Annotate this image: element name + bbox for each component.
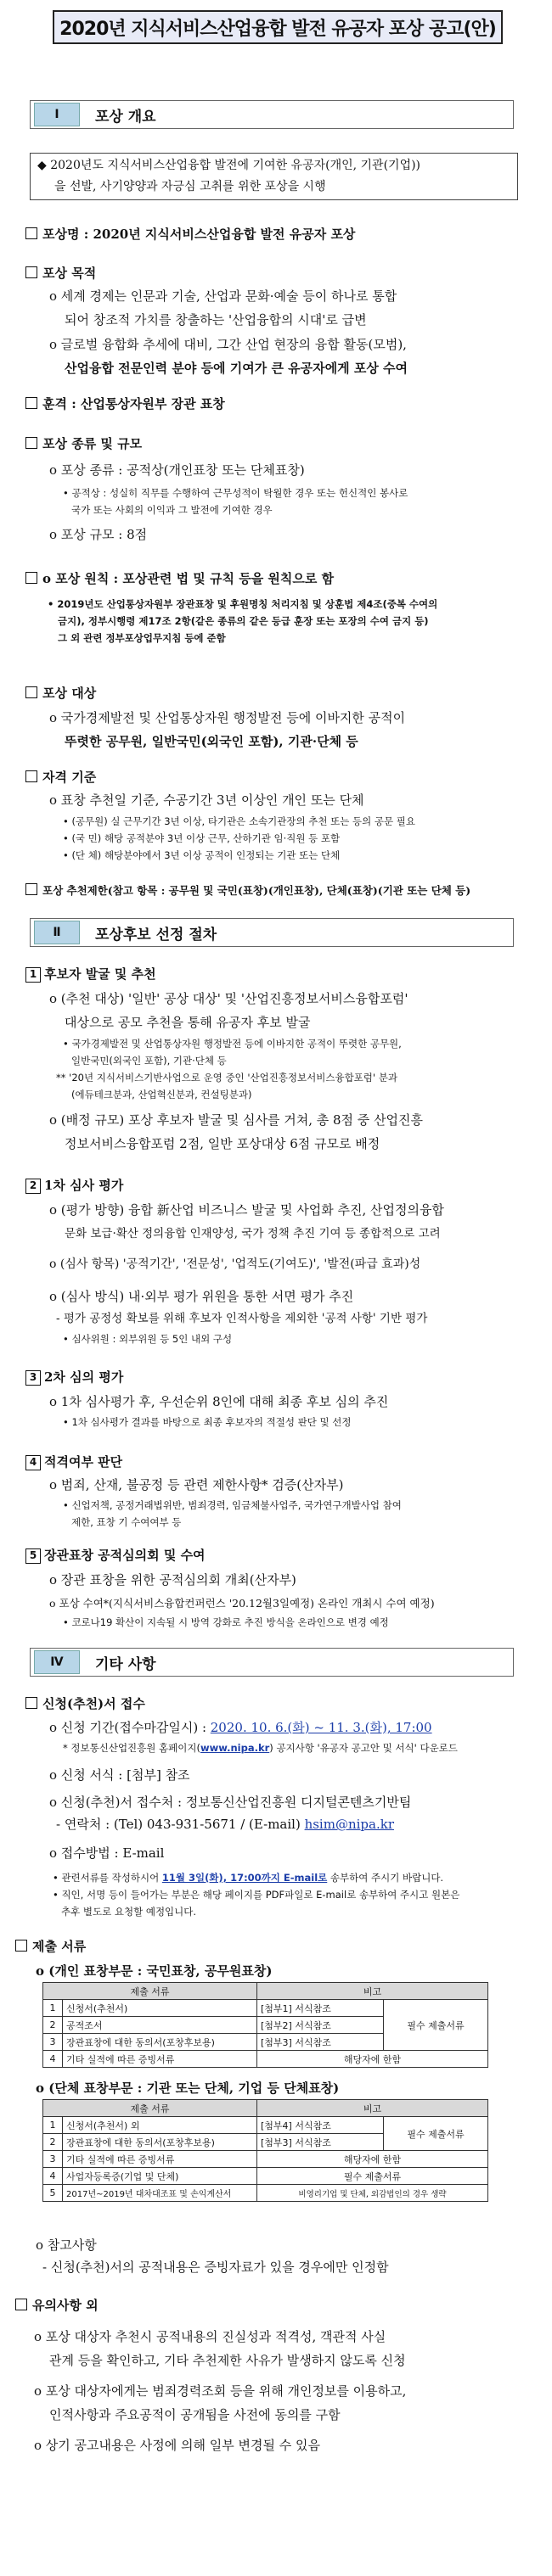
step-number: 3 [25,1370,41,1386]
apply-note-1: * 정보통신산업진흥원 홈페이지(www.nipa.kr) 공지사항 '유공자 공고안 및 서식' 다운로드 [63,1742,458,1754]
table-header: 제출 서류 [43,1983,257,2000]
checkbox-icon [25,572,37,584]
checkbox-icon [25,883,37,895]
kind-2: o 포상 규모 : 8점 [49,527,148,542]
award-name: 포상명 : 2020년 지식서비스산업융합 발전 유공자 포상 [25,225,355,243]
checkbox-icon [25,397,37,409]
kind-note-1: • 공적상 : 성실히 직무를 수행하여 근무성적이 탁월한 경우 또는 헌신적인 봉사로 [63,487,408,499]
table-header-row [43,2100,488,2117]
lead-line-1: ◆ 2020년도 지식서비스산업융합 발전에 기여한 유공자(개인, 기관(기업)) [37,159,421,172]
section-header-2 [30,918,514,947]
table-row: 3 장관표창에 대한 동의서(포창후보용) [첨부3] 서식참조 [43,2034,488,2051]
apply-period: 2020. 10. 6.(화) ~ 11. 3.(화), 17:00 [210,1720,432,1735]
section-title: 기타 사항 [95,1655,156,1673]
step5-heading: 5 장관표창 공적심의회 및 수여 [25,1546,206,1564]
table-header: 제출 서류 [43,2100,257,2117]
step2-1b: 문화 보급·확산 정의융합 인재양성, 국가 정책 추진 기여 등 종합적으로 고려 [65,1227,441,1240]
apply-2: o 신청 서식 : [첨부] 참조 [49,1767,190,1783]
table-row: 4 사업자등록증(기업 및 단체) 필수 제출서류 [43,2168,488,2185]
step2-3: o (심사 방식) 내·외부 평가 위원을 통한 서면 평가 추진 [49,1289,354,1304]
qual-1: o 표창 추천일 기준, 수공기간 3년 이상인 개인 또는 단체 [49,792,364,808]
ref-1: - 신청(추천)서의 공적내용은 증빙자료가 있을 경우에만 인정함 [42,2260,389,2275]
section-title: 포상 개요 [95,108,156,126]
step4-note-2: 제한, 표창 기 수여여부 등 [71,1516,182,1528]
step4-note-1: • 신업저책, 공정거래법위반, 범죄경력, 임금체불사업주, 국가연구개발사업 참여 [63,1499,402,1511]
group-heading: o (단체 표창부문 : 기관 또는 단체, 기업 등 단체표창) [36,2080,340,2096]
step2-1a: o (평가 방향) 융합 新산업 비즈니스 발굴 및 사업화 추진, 산업정의융합 [49,1202,444,1218]
purpose-heading: 포상 목적 [25,264,96,282]
table-row: 3 기타 실적에 따른 증빙서류 해당자에 한함 [43,2151,488,2168]
kind-1: o 포상 종류 : 공적상(개인표창 또는 단체표창) [49,462,305,478]
section-number: Ⅳ [34,1650,80,1674]
checkbox-icon [25,266,37,278]
step1-2b: 정보서비스융합포럼 2점, 일반 포상대상 6점 규모로 배정 [65,1136,380,1151]
step1-1b: 대상으로 공모 추천을 통해 유공자 후보 발굴 [65,1015,311,1030]
nipa-link[interactable]: www.nipa.kr [200,1742,270,1754]
notice-2a: o 포상 대상자에게는 범죄경력조회 등을 위해 개인정보를 이용하고, [34,2383,407,2399]
principle-note-1: • 2019년도 산업통상자원부 장관표창 및 후원명칭 처리지침 및 상훈법 제4조(중복 수여의 [48,598,438,610]
step5-note-1: • 코로나19 확산이 지속될 시 방역 강화로 추진 방식을 온라인으로 변경 예정 [63,1616,389,1628]
step5-2: o 포상 수여*(지식서비스융합컨퍼런스 '20.12월3일예정) 온라인 개최시 수여 예정) [49,1597,435,1610]
apply-note-4: 추후 별도로 요청할 예정입니다. [61,1906,197,1918]
step1-1a: o (추천 대상) '일반' 공상 대상' 및 '산업진흥정보서비스융합포럼' [49,991,408,1006]
apply-3b: - 연락처 : (Tel) 043-931-5671 / (E-mail) hsim@nipa.kr [56,1817,394,1832]
step-number: 2 [25,1179,41,1194]
step1-heading: 1 후보자 발굴 및 추천 [25,965,156,983]
table-header: 비고 [257,1983,488,2000]
target-1b: 뚜렷한 공무원, 일반국민(외국인 포함), 기관·단체 등 [65,734,358,749]
section-header-1 [30,100,514,129]
step2-3b: - 평가 공정성 확보를 위해 후보자 인적사항을 제외한 '공적 사항' 기반 평가 [56,1312,428,1325]
docs-heading: 제출 서류 [15,1937,86,1955]
notice-1b: 관계 등을 확인하고, 기타 추천제한 사유가 발생하지 않도록 신청 [49,2353,406,2368]
checkbox-icon [25,686,37,698]
notice-1a: o 포상 대상자 추천시 공적내용의 진실성과 적격성, 객관적 사실 [34,2329,386,2344]
section-number: Ⅰ [34,103,80,126]
step1-note-4: (에듀테크분과, 산업혁신분과, 컨설팅분과) [71,1089,252,1100]
step-number: 1 [25,967,41,983]
checkbox-icon [25,770,37,782]
checkbox-icon [25,227,37,239]
kind-heading: 포상 종류 및 규모 [25,434,142,452]
checkbox-icon [15,1940,27,1952]
restrict: 포상 추천제한(참고 항목 : 공무원 및 국민(표창)(개인표창), 단체(표창)(기관 또는 단체 등) [25,882,470,898]
table-row: 1 신청서(추천서) [첨부1] 서식참조 필수 제출서류 [43,2000,488,2017]
kind-note-2: 국가 또는 사회의 이익과 그 발전에 기여한 경우 [71,504,273,516]
purpose-2a: o 글로벌 융합화 추세에 대비, 그간 산업 현장의 융합 활동(모범), [49,337,407,352]
apply-1: o 신청 기간(접수마감일시) : 2020. 10. 6.(화) ~ 11. 3.(화), 17:00 [49,1720,432,1735]
step4-1: o 범죄, 산재, 불공정 등 관련 제한사항* 검증(산자부) [49,1477,344,1492]
section-title: 포상후보 선정 절차 [95,926,217,944]
table-row: 4 기타 실적에 따른 증빙서류 해당자에 한함 [43,2051,488,2068]
step5-1: o 장관 표창을 위한 공적심의회 개최(산자부) [49,1572,296,1588]
qual-note-1: • (공무원) 실 근무기간 3년 이상, 타기관은 소속기관장의 추천 또는 등의 공문 필요 [63,815,415,827]
qual-heading: 자격 기준 [25,768,96,786]
lead-line-2: 을 선발, 사기양양과 자긍심 고취를 위한 포상을 시행 [54,180,326,193]
step3-heading: 3 2차 심의 평가 [25,1368,123,1386]
purpose-1b: 되어 창조적 가치를 창출하는 '산업융합의 시대'로 급변 [65,312,367,328]
target-heading: 포상 대상 [25,684,96,702]
notice-3: o 상기 공고내용은 사정에 의해 일부 변경될 수 있음 [34,2438,320,2453]
checkbox-icon [25,1697,37,1709]
step1-2a: o (배정 규모) 포상 후보자 발굴 및 심사를 거쳐, 총 8점 중 산업진흥 [49,1112,424,1128]
section-number: Ⅱ [34,921,80,944]
table-row: 5 2017년~2019년 대차대조표 및 손익계산서 비영리기업 및 단체, 외감법인의 경우 생략 [43,2185,488,2202]
step-number: 4 [25,1455,41,1470]
checkbox-icon [15,2299,27,2310]
apply-4: o 접수방법 : E-mail [49,1845,165,1861]
step3-1: o 1차 심사평가 후, 우선순위 8인에 대해 최종 후보 심의 추진 [49,1394,389,1409]
principle-1: o 포상 원칙 : 포상관련 법 및 규칙 등을 원칙으로 함 [25,567,334,591]
notice-heading: 유의사항 외 [15,2296,99,2314]
step2-note-1: • 심사위원 : 외부위원 등 5인 내외 구성 [63,1333,233,1345]
target-1a: o 국가경제발전 및 산업통상자원 행정발전 등에 이바지한 공적이 [49,710,406,725]
table-header-row [43,1983,488,2000]
award-rank: 훈격 : 산업통상자원부 장관 표창 [25,395,225,412]
apply-note-2: • 관련서류를 작성하시어 11월 3일(화), 17:00까지 E-mail로 송부하여 주시기 바랍니다. [53,1872,444,1884]
personal-heading: o (개인 표창부문 : 국민표창, 공무원표창) [36,1963,273,1979]
step3-note-1: • 1차 심사평가 결과를 바탕으로 최종 후보자의 적절성 판단 및 선정 [63,1416,352,1428]
purpose-2b: 산업융합 전문인력 분야 등에 기여가 큰 유공자에게 포상 수여 [65,361,408,376]
step1-note-3: ** '20년 지식서비스기반사업으로 운영 중인 '산업진흥정보서비스융합포럼' 분과 [56,1072,397,1084]
apply-heading: 신청(추천)서 접수 [25,1694,145,1712]
apply-3: o 신청(추천)서 접수처 : 정보통신산업진흥원 디지털콘텐츠기반팀 [49,1795,412,1810]
contact-email-link[interactable]: hsim@nipa.kr [304,1817,394,1832]
page-title: 2020년 지식서비스산업융합 발전 유공자 포상 공고(안) [53,10,503,44]
table-row: 1 신청서(추천서) 외 [첨부4] 서식참조 필수 제출서류 [43,2117,488,2134]
step4-heading: 4 적격여부 판단 [25,1453,122,1470]
table-row: 2 공적조서 [첨부2] 서식참조 [43,2017,488,2034]
step2-heading: 2 1차 심사 평가 [25,1176,123,1194]
lead-box [30,153,518,200]
table-row: 2 장관표창에 대한 동의서(포창후보용) [첨부3] 서식참조 [43,2134,488,2151]
notice-2b: 인적사항과 주요공적이 공개됨을 사전에 동의를 구함 [49,2407,341,2422]
ref-heading: o 참고사항 [36,2237,97,2253]
section-header-4 [30,1648,514,1677]
qual-note-2: • (국 민) 해당 공적분야 3년 이상 근무, 산하기관 임·직원 등 포함 [63,832,341,844]
step-number: 5 [25,1548,41,1564]
step1-note-1: • 국가경제발전 및 산업통상자원 행정발전 등에 이바지한 공적이 뚜렷한 공무원, [63,1038,402,1050]
group-docs-table [42,2099,488,2202]
personal-docs-table [42,1982,488,2068]
checkbox-icon [25,437,37,449]
step2-2: o (심사 항목) '공적기간', '전문성', '업적도(기여도)', '발전(파급 효과)성 [49,1257,421,1271]
purpose-1a: o 세계 경제는 인문과 기술, 산업과 문화·예술 등이 하나로 통합 [49,288,397,304]
step1-note-2: 일반국민(외국인 포함), 기관·단체 등 [71,1055,227,1067]
principle-note-3: 그 외 관련 정부포상업무지침 등에 준함 [58,632,226,644]
principle-note-2: 금지), 정부시행령 제17조 2항(같은 종류의 같은 등급 훈장 또는 포장의 수여 금지 등) [58,615,429,627]
qual-note-3: • (단 체) 해당분야에서 3년 이상 공적이 인정되는 기관 또는 단체 [63,849,341,861]
apply-note-3: • 직인, 서명 등이 들어가는 부분은 해당 페이지를 PDF파일로 E-mail로 송부하여 주시고 원본은 [53,1889,460,1901]
table-header: 비고 [257,2100,488,2117]
